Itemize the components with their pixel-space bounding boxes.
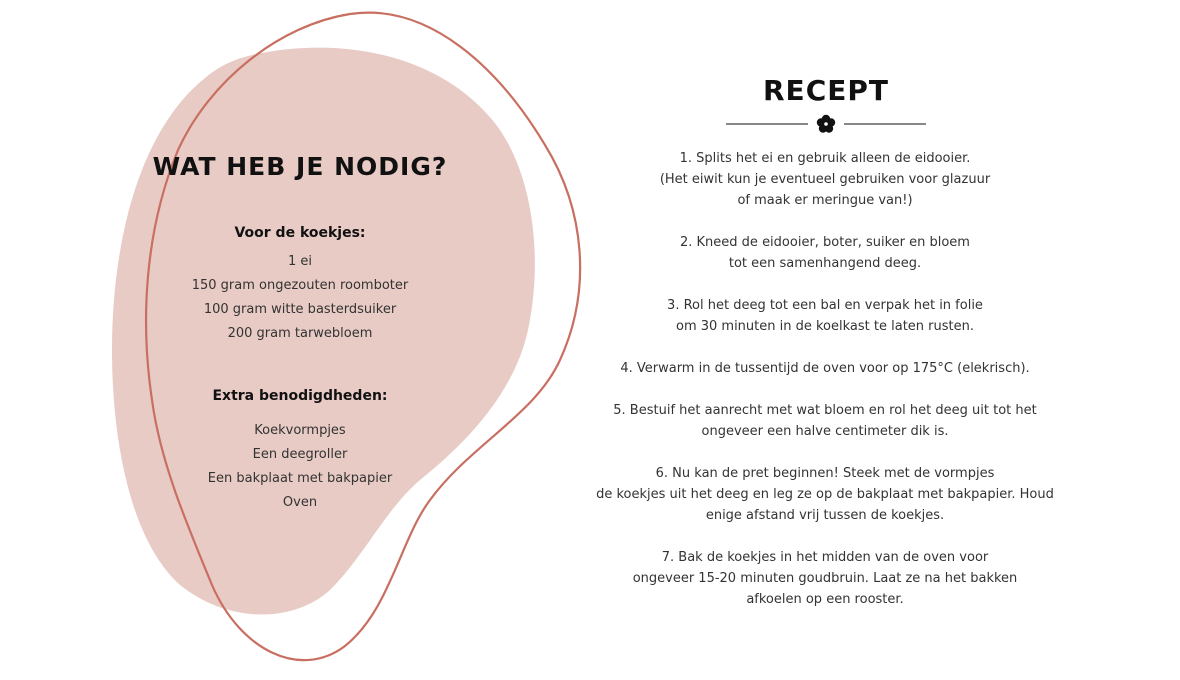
recipe-step-2: 2. Kneed de eidooier, boter, suiker en bloem tot een samenhangend deeg. bbox=[680, 235, 970, 271]
list-item: 200 gram tarwebloem bbox=[227, 326, 373, 341]
cookies-ingredient-list bbox=[150, 250, 450, 346]
list-item: Een deegroller bbox=[252, 447, 348, 462]
recipe-step-5: 5. Bestuif het aanrecht met wat bloem en rol het deeg uit tot het ongeveer een halve centimeter dik is. bbox=[613, 403, 1037, 439]
recipe-steps bbox=[575, 148, 1075, 631]
flower-icon bbox=[817, 115, 835, 133]
title-divider bbox=[726, 112, 926, 136]
cookies-section-title: Voor de koekjes: bbox=[234, 225, 366, 241]
list-item: 1 ei bbox=[287, 254, 312, 269]
recipe-step-3: 3. Rol het deeg tot een bal en verpak het in folie om 30 minuten in de koelkast te laten rusten. bbox=[667, 298, 983, 334]
recipe-step-4: 4. Verwarm in de tussentijd de oven voor op 175°C (elekrisch). bbox=[620, 361, 1030, 376]
recipe-step-7: 7. Bak de koekjes in het midden van de oven voor ongeveer 15-20 minuten goudbruin. Laat ze na het bakken afkoelen op een rooster. bbox=[632, 550, 1018, 607]
extras-section-title: Extra benodigdheden: bbox=[212, 388, 388, 404]
list-item: 150 gram ongezouten roomboter bbox=[191, 278, 409, 293]
list-item: Een bakplaat met bakpapier bbox=[207, 471, 393, 486]
recipe-title: RECEPT bbox=[763, 74, 889, 107]
list-item: Koekvormpjes bbox=[254, 423, 346, 438]
recipe-step-6: 6. Nu kan de pret beginnen! Steek met de vormpjes de koekjes uit het deeg en leg ze op de bakplaat met bakpapier. Houd enige afstand vrij tussen de koekjes. bbox=[596, 466, 1054, 523]
list-item: 100 gram witte basterdsuiker bbox=[203, 302, 397, 317]
recipe-step-1: 1. Splits het ei en gebruik alleen de eidooier. (Het eiwit kun je eventueel gebruiken voor glazuur of maak er meringue van!) bbox=[659, 151, 991, 208]
ingredients-heading: WAT HEB JE NODIG? bbox=[152, 152, 448, 181]
list-item: Oven bbox=[282, 495, 318, 510]
extras-list bbox=[150, 419, 450, 515]
